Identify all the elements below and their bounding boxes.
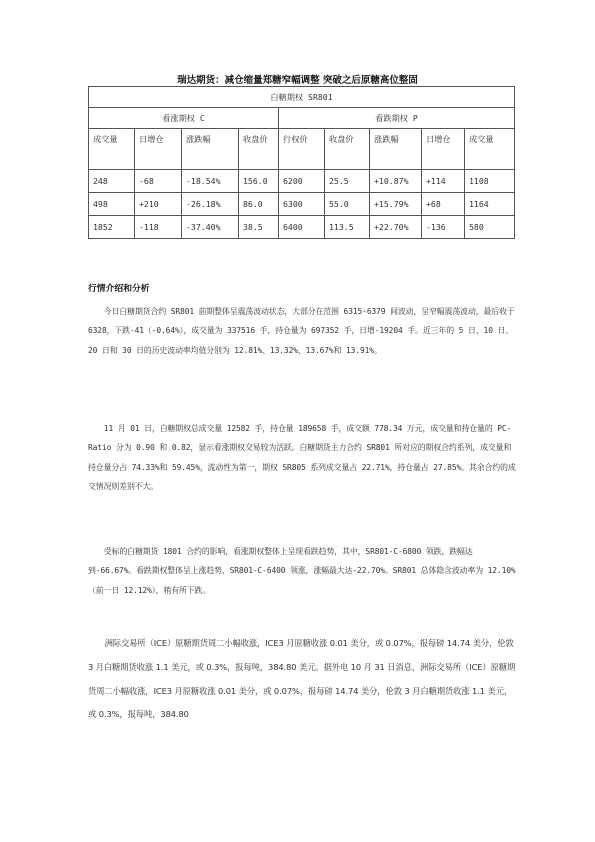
page-title: 瑞达期货：减仓缩量郑糖窄幅调整 突破之后原糖高位整固: [177, 75, 418, 86]
table-row: [89, 170, 515, 193]
options-table: [88, 86, 515, 239]
table-cell: 498: [89, 193, 135, 216]
table-cell: +22.70%: [370, 216, 422, 239]
column-header: 成交量: [89, 129, 135, 170]
column-header: 涨跌幅: [182, 129, 239, 170]
table-cell: 248: [89, 170, 135, 193]
table-row: [89, 216, 515, 239]
table-cell: -136: [422, 216, 465, 239]
column-header: 行权价: [279, 129, 325, 170]
table-cell: -68: [135, 170, 182, 193]
paragraph: 受标的白糖期货 1801 合约的影响，看涨期权整体上呈现看跌趋势，其中，SR801-C-6800 领跌，跌幅达到-66.67%。看跌期权整体呈上涨趋势，SR801-C-6400 领涨，涨幅最大达-22.70%。SR801 总体隐含波动率为 12.10%（前一日 12.12%），稍有所下跌。: [88, 547, 516, 595]
table-cell: +114: [422, 170, 465, 193]
column-header: 涨跌幅: [370, 129, 422, 170]
table-cell: +210: [135, 193, 182, 216]
table-header: 白糖期权 SR801: [89, 87, 515, 108]
table-cell: 1852: [89, 216, 135, 239]
table-cell: 55.0: [325, 193, 370, 216]
table-cell: 1164: [465, 193, 515, 216]
table-cell: 38.5: [239, 216, 279, 239]
table-cell: -26.18%: [182, 193, 239, 216]
section-title: 行情介绍和分析: [88, 284, 150, 294]
table-cell: 6200: [279, 170, 325, 193]
table-row: [89, 193, 515, 216]
table-cell: -37.40%: [182, 216, 239, 239]
column-header: 日增仓: [135, 129, 182, 170]
table-cell: -118: [135, 216, 182, 239]
table-cell: 1108: [465, 170, 515, 193]
table-cell: 6300: [279, 193, 325, 216]
table-cell: 113.5: [325, 216, 370, 239]
column-header: 收盘价: [325, 129, 370, 170]
column-header: 成交量: [465, 129, 515, 170]
table-cell: 25.5: [325, 170, 370, 193]
call-options-label: 看涨期权 C: [89, 108, 279, 129]
paragraph: 洲际交易所（ICE）原糖期货周二小幅收涨，ICE3 月原糖收涨 0.01 美分，或 0.07%，报每磅 14.74 美分，伦敦 3 月白糖期货收涨 1.1 美元，或 0.3%，报每吨，384.80 美元。据外电 10 月 31 日消息，洲际交易所（ICE）原糖期货周二小幅收涨，ICE3 月原糖收涨 0.01 美分，或 0.07%，报每磅 14.74 美分，伦敦 3 月白糖期货收涨 1.1 美元，或 0.3%，报每吨，384.80: [88, 638, 516, 720]
table-cell: +10.87%: [370, 170, 422, 193]
put-options-label: 看跌期权 P: [279, 108, 515, 129]
table-cell: +15.79%: [370, 193, 422, 216]
table-cell: 156.0: [239, 170, 279, 193]
table-cell: -18.54%: [182, 170, 239, 193]
table-cell: 580: [465, 216, 515, 239]
table-cell: +68: [422, 193, 465, 216]
paragraph: 11 月 01 日，白糖期权总成交量 12582 手，持仓量 189658 手，成交额 778.34 万元，成交量和持仓量的 PC-Ratio 分为 0.90 和 0.82，显示看涨期权交易较为活跃。白糖期货主力合约 SR801 所对应的期权合约系列，成交量和持仓量分占 74.33%和 59.45%，流动性为第一，期权 SR805 系列成交量占 22.71%，持仓量占 27.85%。其余合约的成交情况则差别不大。: [88, 424, 516, 492]
column-header: 日增仓: [422, 129, 465, 170]
column-header: 收盘价: [239, 129, 279, 170]
paragraph: 今日白糖期货合约 SR801 前期整体呈震荡波动状态，大部分在范围 6315-6379 间波动，呈窄幅震荡波动，最后收于 6328，下跌-41（-0.64%），成交量为 337516 手，持仓量为 697352 手，日增-19204 手。近三年的 5 日、10 日、20 日和 30 日的历史波动率均值分别为 12.81%、13.32%、13.67%和 13.91%。: [88, 307, 515, 355]
table-cell: 6400: [279, 216, 325, 239]
table-cell: 86.0: [239, 193, 279, 216]
